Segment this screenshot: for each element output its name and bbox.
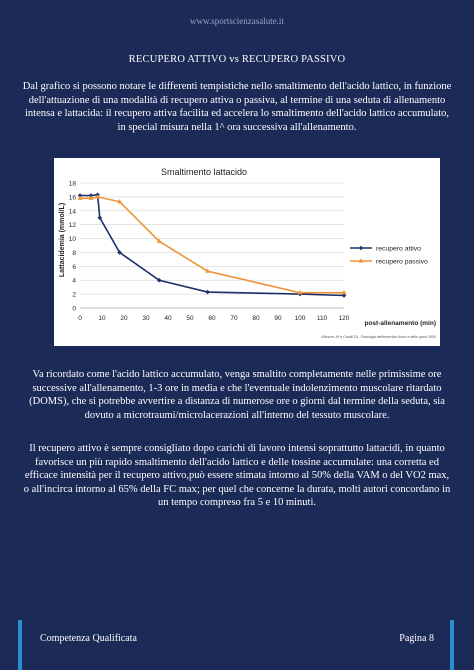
y-tick-label: 18 xyxy=(68,180,76,188)
chart-title: Smaltimento lattacido xyxy=(160,167,248,177)
y-tick-label: 6 xyxy=(72,263,76,271)
paragraph-2: Va ricordato come l'acido lattico accumulato, venga smaltito completamente nelle primissime ore successive all'allenamento, 1-3 ore in media e che l'eventuale indolenzimento muscolare ritardato (DOMS), che si potrebbe avvertire a distanza di numerose ore o giorni dal termine della seduta, sia dovuto a microtraumi/microlacerazioni all'interno del tessuto muscolare. xyxy=(29,369,445,421)
x-tick-label: 50 xyxy=(186,315,194,322)
x-tick-label: 110 xyxy=(316,315,328,322)
footer-title: Competenza Qualificata xyxy=(40,633,137,644)
x-tick-label: 60 xyxy=(208,315,216,322)
legend-marker xyxy=(359,246,364,251)
y-tick-label: 10 xyxy=(68,236,76,244)
chart-xlabel: post-allenamento (min) xyxy=(364,320,436,327)
data-point xyxy=(205,290,210,295)
x-tick-label: 30 xyxy=(142,315,150,322)
paragraph-1: Dal grafico si possono notare le differenti tempistiche nello smaltimento dell'acido lattico, in funzione dell'attuazione di una modalità di recupero attiva o passiva, al termine di una seduta di allenamento intensa e lattacida: il recupero attiva facilita ed accelera lo smaltimento dell'acido lattico accumulato, in special misura nella 1^ ora successiva all'allenamento. xyxy=(22,81,452,133)
chart-ylabel: Lattacidemia (mmol/L) xyxy=(59,202,66,278)
x-tick-label: 70 xyxy=(230,315,238,322)
y-tick-label: 4 xyxy=(72,277,76,285)
x-tick-label: 40 xyxy=(164,315,172,322)
series-line xyxy=(80,197,344,293)
legend-label: recupero attivo xyxy=(376,245,421,253)
x-tick-label: 10 xyxy=(98,315,106,322)
chart-svg xyxy=(54,158,440,346)
y-tick-label: 2 xyxy=(72,291,76,299)
x-tick-label: 0 xyxy=(78,315,82,322)
x-tick-label: 100 xyxy=(294,315,306,322)
y-tick-label: 0 xyxy=(72,305,76,313)
y-tick-label: 12 xyxy=(68,222,76,230)
paragraph-3: Il recupero attivo è sempre consigliato dopo carichi di lavoro intensi soprattutto lattacidi, in quanto favorisce un più rapido smaltimento dell'acido lattico e delle tossine accumulate: una corretta ed efficace intensità per il recupero attivo,può essere stimata intorno al 50% della VAM o del VO2 max, o all'incirca intorno al 65% della FC max; per quel che concerne la durata, molti autori concordano in un tempo compreso fra 5 e 10 minuti. xyxy=(23,443,451,509)
y-tick-label: 14 xyxy=(68,208,76,216)
page-title: RECUPERO ATTIVO vs RECUPERO PASSIVO xyxy=(128,54,346,65)
x-tick-label: 20 xyxy=(120,315,128,322)
y-tick-label: 16 xyxy=(68,194,76,202)
x-tick-label: 80 xyxy=(252,315,260,322)
chart-source: Villmore JH e Costill DL. Fisiologia dell'esercizio fisico e dello sport 2005 xyxy=(320,335,436,339)
footer-left-bar xyxy=(18,620,22,670)
x-tick-label: 120 xyxy=(338,315,350,322)
legend-label: recupero passivo xyxy=(376,258,428,266)
page-number: Pagina 8 xyxy=(399,633,434,644)
footer-right-bar xyxy=(450,620,454,670)
website-url[interactable]: www.sportscienzasalute.it xyxy=(190,16,284,26)
x-tick-label: 90 xyxy=(274,315,282,322)
y-tick-label: 8 xyxy=(72,249,76,257)
lactate-chart xyxy=(54,158,440,346)
